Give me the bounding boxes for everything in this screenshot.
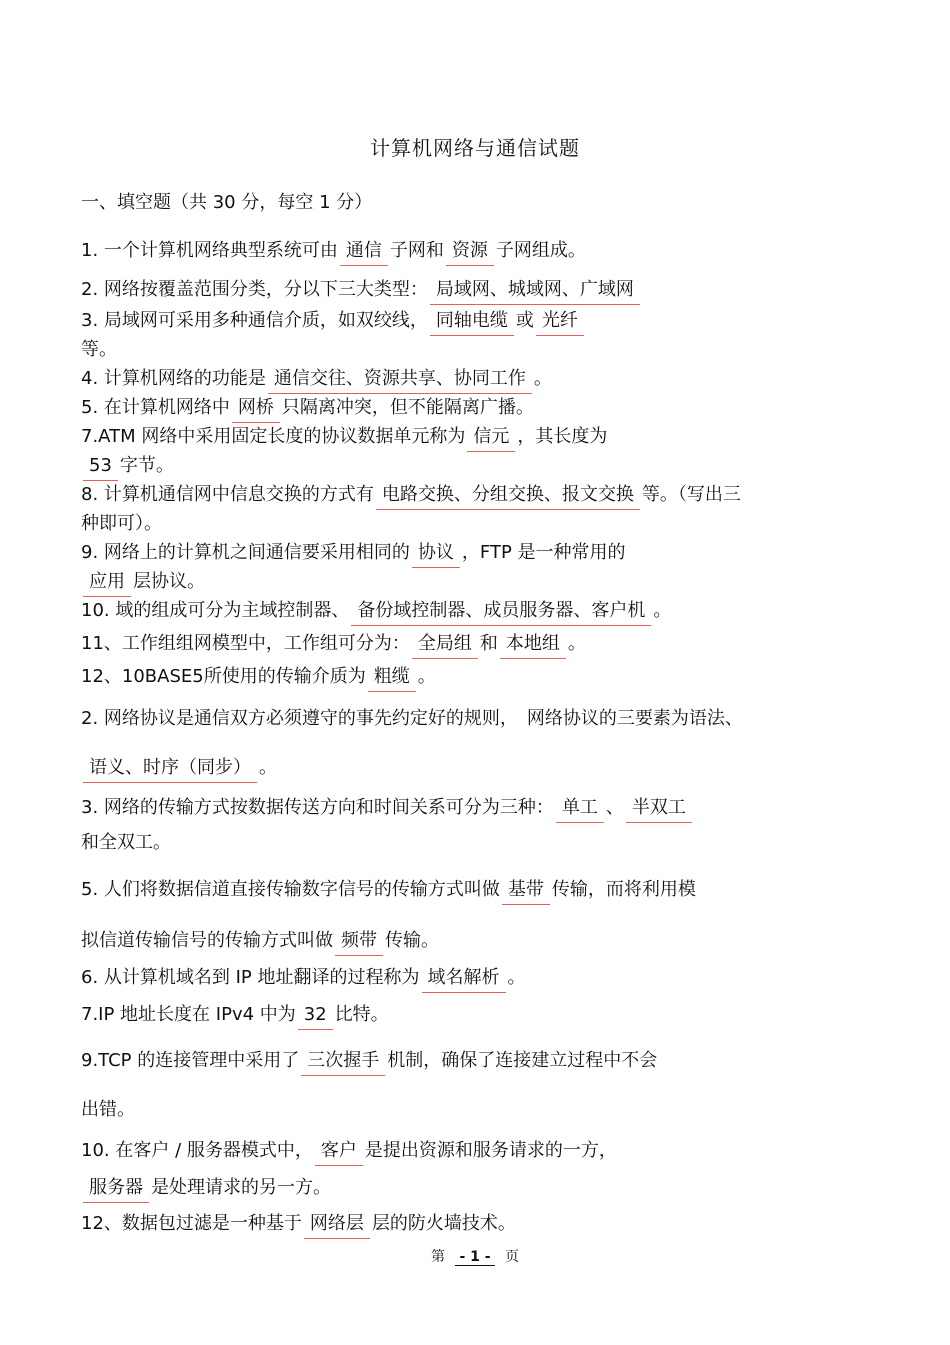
- question-line: [81, 277, 642, 305]
- question-line: [81, 631, 586, 659]
- question-text: 子网和: [389, 240, 444, 261]
- footer-suffix: 页: [505, 1249, 520, 1265]
- question-text: 层协议。: [133, 571, 205, 592]
- question-line: [81, 569, 205, 597]
- question-text: 12、10BASE5所使用的传输介质为: [81, 666, 366, 687]
- answer-blank: 全局组: [412, 631, 478, 659]
- answer-blank: 应用: [83, 569, 131, 597]
- question-line: [81, 755, 277, 783]
- question-line: [81, 877, 696, 905]
- answer-blank: 信元: [467, 424, 515, 452]
- question-text: 9. 网络上的计算机之间通信要采用相同的: [81, 542, 410, 563]
- question-text: 、: [605, 797, 624, 818]
- question-text: 层的防火墙技术。: [371, 1213, 516, 1234]
- question-text: 1. 一个计算机网络典型系统可由: [81, 240, 338, 261]
- question-text: 。: [533, 368, 552, 389]
- answer-blank: 局域网、城域网、广域网: [430, 277, 640, 305]
- answer-blank: 协议: [412, 540, 460, 568]
- question-line: [81, 424, 607, 452]
- question-line: [81, 453, 174, 481]
- question-line: [81, 1175, 331, 1203]
- question-line: [81, 308, 586, 336]
- question-text: 12、数据包过滤是一种基于: [81, 1213, 302, 1234]
- question-line: [81, 482, 741, 510]
- question-text: 11、工作组组网模型中，工作组可分为：: [81, 633, 410, 654]
- question-text: 5. 在计算机网络中: [81, 397, 230, 418]
- question-text: 是处理请求的另一方。: [151, 1177, 331, 1198]
- question-text: 传输。: [385, 930, 439, 951]
- answer-blank: 电路交换、分组交换、报文交换: [376, 482, 640, 510]
- answer-blank: 通信: [340, 238, 388, 266]
- question-text: 或: [515, 310, 534, 331]
- question-text: 8. 计算机通信网中信息交换的方式有: [81, 484, 374, 505]
- question-text: 出错。: [81, 1099, 135, 1120]
- answer-blank: 53: [83, 453, 118, 481]
- question-line: [81, 1002, 389, 1030]
- question-line: [81, 1097, 135, 1123]
- question-line: [81, 1211, 516, 1239]
- answer-blank: 本地组: [500, 631, 566, 659]
- answer-blank: 网络层: [304, 1211, 370, 1239]
- question-line: [81, 540, 626, 568]
- question-line: [81, 706, 743, 732]
- question-line: [81, 830, 171, 856]
- answer-blank: 语义、时序（同步）: [83, 755, 257, 783]
- question-text: 9.TCP 的连接管理中采用了: [81, 1050, 300, 1071]
- question-text: 3. 局域网可采用多种通信介质，如双绞线，: [81, 310, 428, 331]
- answer-blank: 备份域控制器、成员服务器、客户机: [351, 598, 651, 626]
- question-line: [81, 928, 439, 956]
- question-text: 子网组成。: [495, 240, 586, 261]
- question-line: [81, 795, 694, 823]
- answer-blank: 32: [298, 1002, 333, 1030]
- answer-blank: 网桥: [232, 395, 280, 423]
- answer-blank: 域名解析: [422, 965, 506, 993]
- question-text: 5. 人们将数据信道直接传输数字信号的传输方式叫做: [81, 879, 500, 900]
- question-text: 10. 在客户 / 服务器模式中，: [81, 1140, 313, 1161]
- answer-blank: 单工: [556, 795, 604, 823]
- question-text: 等。（写出三: [641, 484, 741, 505]
- question-text: 种即可）。: [81, 513, 162, 534]
- question-line: [81, 395, 534, 423]
- question-text: ，其长度为: [517, 426, 608, 447]
- question-text: 等。: [81, 339, 117, 360]
- page-footer: [0, 1246, 950, 1266]
- question-text: 。: [417, 666, 436, 687]
- question-text: 传输，而将利用模: [551, 879, 696, 900]
- answer-blank: 通信交往、资源共享、协同工作: [268, 366, 532, 394]
- question-text: 7.IP 地址长度在 IPv4 中为: [81, 1004, 296, 1025]
- question-text: 7.ATM 网络中采用固定长度的协议数据单元称为: [81, 426, 466, 447]
- question-line: [81, 366, 552, 394]
- question-text: 。: [507, 967, 526, 988]
- question-text: 只隔离冲突，但不能隔离广播。: [281, 397, 534, 418]
- question-text: 。: [653, 600, 672, 621]
- question-line: [81, 664, 436, 692]
- answer-blank: 基带: [502, 877, 550, 905]
- answer-blank: 资源: [446, 238, 494, 266]
- answer-blank: 三次握手: [301, 1048, 385, 1076]
- answer-blank: 同轴电缆: [430, 308, 514, 336]
- question-text: 3. 网络的传输方式按数据传送方向和时间关系可分为三种：: [81, 797, 554, 818]
- answer-blank: 客户: [315, 1138, 363, 1166]
- answer-blank: 光纤: [536, 308, 584, 336]
- question-text: 是提出资源和服务请求的一方，: [364, 1140, 617, 1161]
- question-line: [81, 1048, 657, 1076]
- question-text: 2. 网络按覆盖范围分类，分以下三大类型：: [81, 279, 428, 300]
- question-text: 2. 网络协议是通信双方必须遵守的事先约定好的规则， 网络协议的三要素为语法、: [81, 708, 743, 729]
- question-text: 机制，确保了连接建立过程中不会: [387, 1050, 658, 1071]
- question-text: 拟信道传输信号的传输方式叫做: [81, 930, 333, 951]
- question-text: ，FTP 是一种常用的: [461, 542, 626, 563]
- answer-blank: 频带: [335, 928, 383, 956]
- answer-blank: 半双工: [626, 795, 692, 823]
- page-number: - 1 -: [455, 1249, 494, 1266]
- answer-blank: 粗缆: [368, 664, 416, 692]
- question-line: [81, 1138, 617, 1166]
- question-text: 字节。: [119, 455, 174, 476]
- question-text: 。: [259, 757, 277, 778]
- question-line: [81, 238, 586, 266]
- question-line: [81, 598, 671, 626]
- question-line: [81, 965, 526, 993]
- question-line: [81, 511, 162, 537]
- footer-prefix: 第: [430, 1249, 445, 1265]
- question-text: 和全双工。: [81, 832, 171, 853]
- question-text: 。: [567, 633, 586, 654]
- question-text: 4. 计算机网络的功能是: [81, 368, 266, 389]
- question-text: 6. 从计算机域名到 IP 地址翻译的过程称为: [81, 967, 420, 988]
- section-heading: 一、填空题（共 30 分，每空 1 分）: [81, 192, 373, 213]
- answer-blank: 服务器: [83, 1175, 149, 1203]
- question-text: 和: [479, 633, 498, 654]
- question-text: 10. 域的组成可分为主域控制器、: [81, 600, 350, 621]
- question-text: 比特。: [334, 1004, 389, 1025]
- page-title: 计算机网络与通信试题: [370, 136, 580, 160]
- question-line: [81, 337, 117, 363]
